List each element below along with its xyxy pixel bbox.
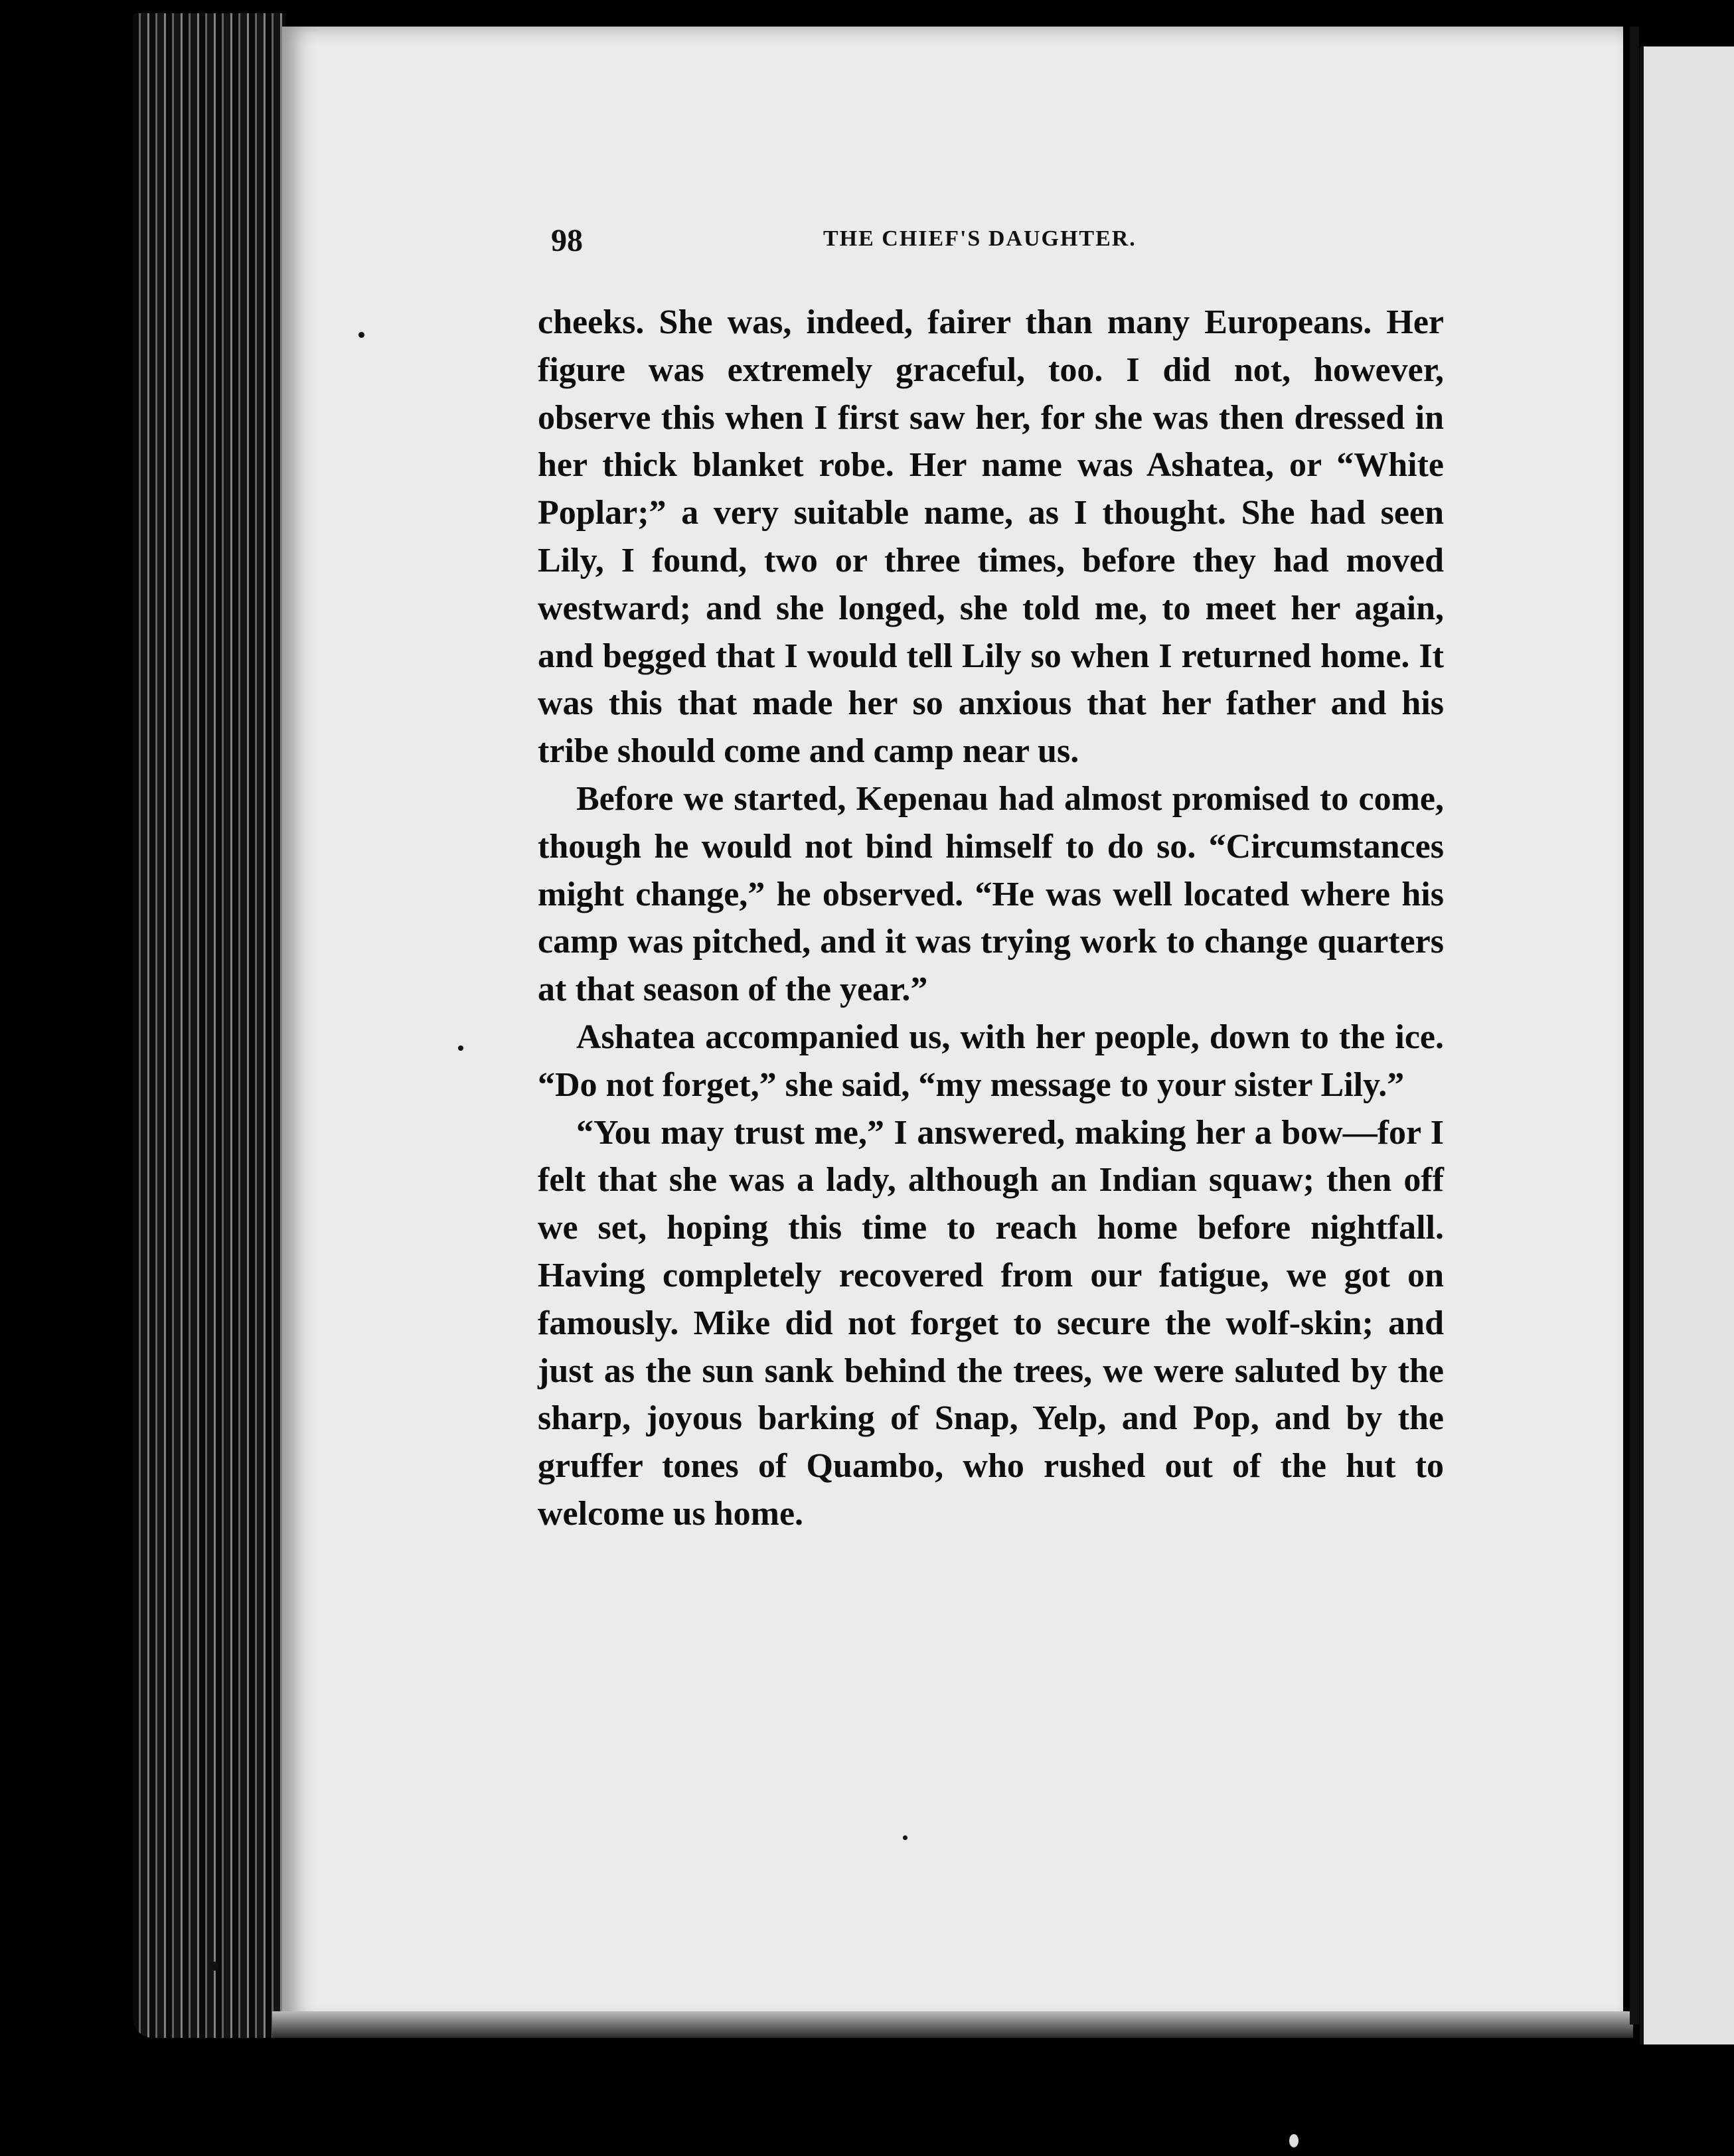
running-title: THE CHIEF'S DAUGHTER. <box>823 226 1137 251</box>
page-header <box>551 222 1182 269</box>
scan-speck <box>209 1962 218 1971</box>
scan-speck <box>1289 2134 1299 2147</box>
paragraph: Ashatea accompanied us, with her people, down to the ice. “Do not forget,” she said, “my message to your sister Lily.” <box>538 1018 1444 1104</box>
scan-speck <box>458 1045 463 1051</box>
book-page-edges <box>133 13 285 2038</box>
page-number: 98 <box>551 223 583 258</box>
paragraph: cheeks. She was, indeed, fairer than many Europeans. Her figure was extremely graceful, too. I did not, however, observe this when I first saw her, for she was then dressed in her thick blanket robe. Her name was Ashatea, or “White Poplar;” a very suitable name, as I thought. She had seen Lily, I found, two or three times, before they had moved westward; and she longed, she told me, to meet her again, and begged that I would tell Lily so when I returned home. It was this that made her so anxious that her father and his tribe should come and camp near us. <box>538 303 1444 771</box>
scan-speck <box>903 1835 907 1840</box>
page-gutter <box>1630 27 1639 2025</box>
body-text <box>538 299 1444 1538</box>
facing-page-edge <box>1640 46 1734 2044</box>
paragraph: “You may trust me,” I answered, making her a bow—for I felt that she was a lady, although an Indian squaw; then off we set, hoping this time to reach home before nightfall. Having completely recovered from our fatigue, we got on famously. Mike did not forget to secure the wolf-skin; and just as the sun sank behind the trees, we were saluted by the sharp, joyous barking of Snap, Yelp, and Pop, and by the gruffer tones of Quambo, who rushed out of the hut to welcome us home. <box>538 1113 1444 1533</box>
scan-speck <box>358 332 364 338</box>
page-bottom-shadow <box>272 2011 1633 2038</box>
paragraph: Before we started, Kepenau had almost promised to come, though he would not bind himself to do so. “Circumstances might change,” he observed. “He was well located where his camp was pitched, and it was trying work to change quarters at that season of the year.” <box>538 779 1444 1009</box>
